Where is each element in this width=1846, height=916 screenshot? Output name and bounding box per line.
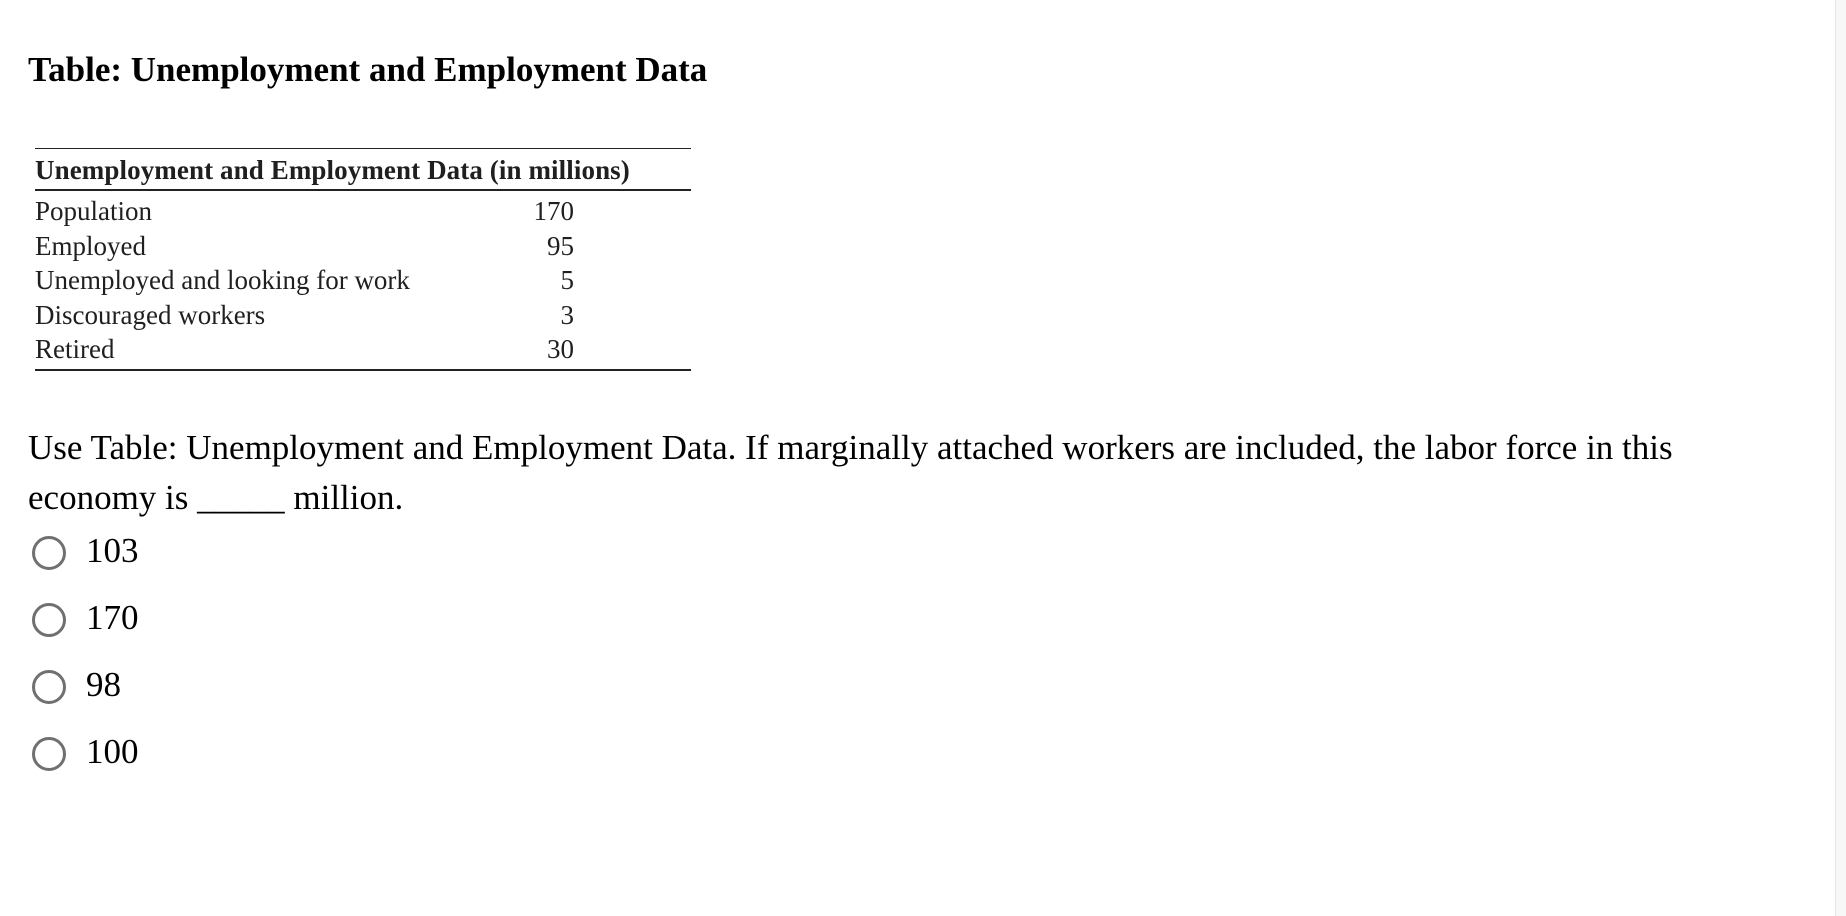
table-row (35, 263, 691, 298)
table-row (35, 332, 691, 367)
row-label-unemployed: Unemployed and looking for work (35, 265, 410, 295)
data-table-body (35, 191, 691, 369)
answer-option-2[interactable] (32, 595, 139, 662)
answer-option-4[interactable] (32, 729, 139, 796)
row-label-employed: Employed (35, 230, 146, 261)
radio-button[interactable] (32, 670, 66, 704)
row-value-employed: 95 (547, 230, 574, 261)
row-label-discouraged: Discouraged workers (35, 299, 266, 330)
answer-label[interactable]: 98 (86, 665, 121, 704)
radio-button[interactable] (32, 603, 66, 637)
data-table-image (35, 148, 691, 371)
radio-button[interactable] (32, 536, 66, 570)
answer-options (32, 528, 139, 796)
answer-option-1[interactable] (32, 528, 139, 595)
answer-label[interactable]: 170 (86, 598, 139, 637)
row-value-population: 170 (533, 196, 574, 226)
row-value-retired: 30 (547, 334, 574, 364)
answer-label[interactable]: 100 (86, 732, 139, 771)
row-label-retired: Retired (35, 334, 115, 364)
row-value-unemployed: 5 (560, 265, 574, 295)
answer-label[interactable]: 103 (86, 531, 139, 570)
scrollbar-track[interactable] (1835, 0, 1846, 916)
row-label-population: Population (35, 196, 153, 226)
question-text: Use Table: Unemployment and Employment Data. If marginally attached workers are included, the labor force in this economy is _____ million. (28, 428, 1673, 517)
page-title: Table: Unemployment and Employment Data (28, 50, 708, 89)
data-table-caption: Unemployment and Employment Data (in millions) (35, 149, 691, 191)
row-value-discouraged: 3 (560, 299, 574, 330)
table-row (35, 194, 691, 229)
table-row (35, 229, 691, 264)
answer-option-3[interactable] (32, 662, 139, 729)
table-row (35, 298, 691, 333)
radio-button[interactable] (32, 737, 66, 771)
